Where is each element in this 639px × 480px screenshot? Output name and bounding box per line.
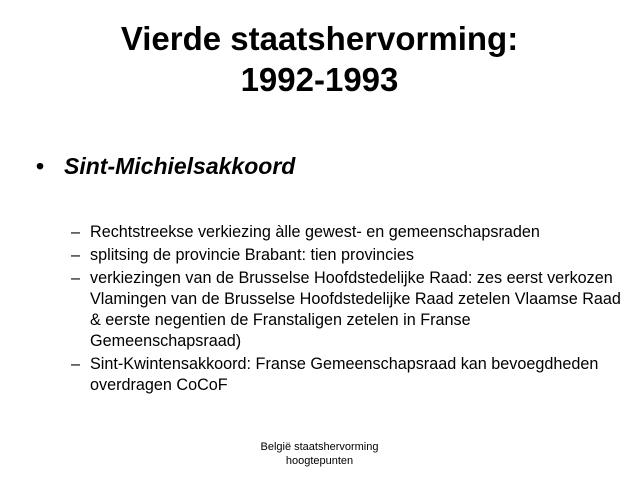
dash-marker: – <box>71 355 81 373</box>
sub-bullet-text: Sint-Kwintensakkoord: Franse Gemeenschapsraad kan bevoegdheden overdragen CoCoF <box>90 355 599 394</box>
bullet-marker: • <box>36 153 45 179</box>
slide-title <box>0 18 639 100</box>
sub-bullet-item <box>71 354 621 396</box>
footer-line-2: hoogtepunten <box>285 455 354 467</box>
dash-marker: – <box>71 246 81 264</box>
sub-bullet-list <box>71 222 621 398</box>
main-bullet-text: Sint-Michielsakkoord <box>64 153 296 179</box>
sub-bullet-text: splitsing de provincie Brabant: tien provincies <box>90 246 414 264</box>
dash-marker: – <box>71 223 81 241</box>
sub-bullet-text: verkiezingen van de Brusselse Hoofdstedelijke Raad: zes eerst verkozen Vlamingen van de Brusselse Hoofdstedelijke Raad zetelen Vlaamse Raad & eerste negentien de Franstaligen zetelen in Franse Gemeenschapsraad) <box>90 269 621 350</box>
dash-marker: – <box>71 269 81 287</box>
slide-title-line-1: Vierde staatshervorming: <box>120 20 519 57</box>
sub-bullet-text: Rechtstreekse verkiezing àlle gewest- en gemeenschapsraden <box>90 223 540 241</box>
slide-footer <box>0 440 639 468</box>
sub-bullet-item <box>71 245 621 266</box>
main-bullet <box>36 151 295 181</box>
sub-bullet-item <box>71 268 621 352</box>
slide-title-line-2: 1992-1993 <box>240 61 399 98</box>
sub-bullet-item <box>71 222 621 243</box>
footer-line-1: België staatshervorming <box>260 441 379 453</box>
